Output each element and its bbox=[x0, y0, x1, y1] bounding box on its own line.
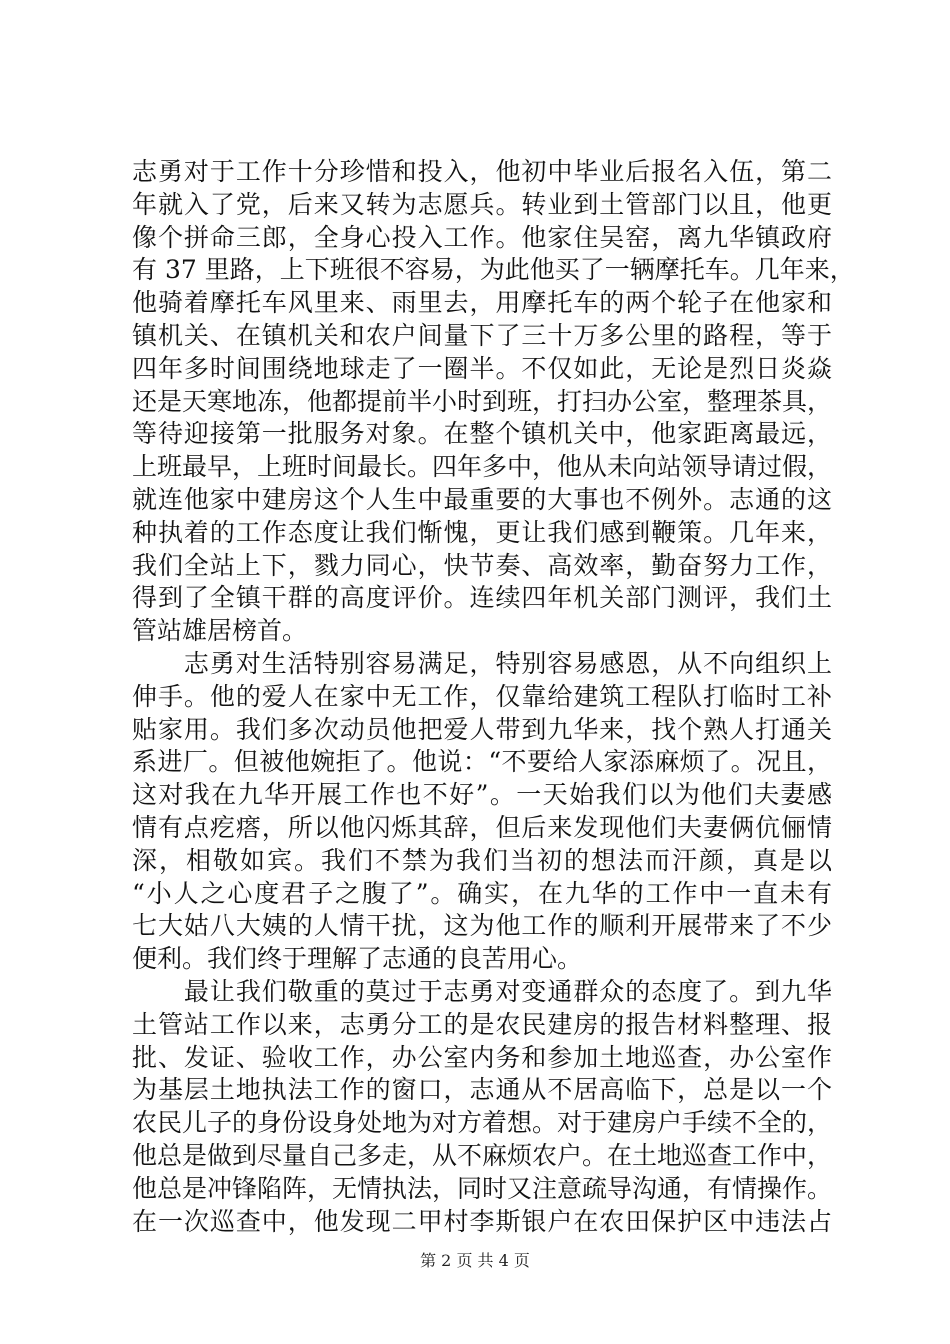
paragraph-1 bbox=[132, 156, 855, 648]
text-line: 志勇对生活特别容易满足，特别容易感恩，从不向组织上 bbox=[132, 648, 832, 678]
text-line: 种执着的工作态度让我们惭愧，更让我们感到鞭策。几年来， bbox=[132, 517, 832, 547]
text-line: 为基层土地执法工作的窗口，志通从不居高临下，总是以一个 bbox=[132, 1075, 832, 1105]
text-line: 便利。我们终于理解了志通的良苦用心。 bbox=[132, 944, 583, 974]
paragraph-3 bbox=[132, 976, 832, 1238]
text-line: 他总是冲锋陷阵，无情执法，同时又注意疏导沟通，有情操作。 bbox=[132, 1173, 833, 1203]
text-line: 我们全站上下，戮力同心，快节奏、高效率，勤奋努力工作， bbox=[132, 550, 832, 580]
text-line: 就连他家中建房这个人生中最重要的大事也不例外。志通的这 bbox=[132, 484, 832, 514]
text-line: 在一次巡查中，他发现二甲村李斯银户在农田保护区中违法占 bbox=[132, 1206, 832, 1236]
text-line: 贴家用。我们多次动员他把爱人带到九华来，找个熟人打通关 bbox=[132, 714, 832, 744]
text-line: 他骑着摩托车风里来、雨里去，用摩托车的两个轮子在他家和 bbox=[132, 288, 832, 318]
text-line: 等待迎接第一批服务对象。在整个镇机关中，他家距离最远， bbox=[132, 419, 832, 449]
text-line: 得到了全镇干群的高度评价。连续四年机关部门测评，我们土 bbox=[132, 583, 832, 613]
text-line: 管站雄居榜首。 bbox=[132, 616, 308, 646]
text-line: 镇机关、在镇机关和农户间量下了三十万多公里的路程，等于 bbox=[132, 320, 832, 350]
text-line: 情有点疙瘩，所以他闪烁其辞，但后来发现他们夫妻俩伉俪情 bbox=[132, 812, 832, 842]
paragraph-2 bbox=[132, 648, 832, 976]
text-line: 有 37 里路，上下班很不容易，为此他买了一辆摩托车。几年来， bbox=[132, 255, 855, 285]
text-line: “小人之心度君子之腹了”。确实，在九华的工作中一直未有 bbox=[132, 878, 832, 908]
text-line: 批、发证、验收工作，办公室内务和参加土地巡查，办公室作 bbox=[132, 1042, 832, 1072]
text-line: 上班最早，上班时间最长。四年多中，他从未向站领导请过假， bbox=[132, 452, 833, 482]
text-line: 志勇对于工作十分珍惜和投入，他初中毕业后报名入伍，第二 bbox=[132, 157, 832, 186]
text-line: 还是天寒地冻，他都提前半小时到班，打扫办公室，整理茶具， bbox=[132, 386, 833, 416]
text-line: 年就入了党，后来又转为志愿兵。转业到土管部门以且，他更 bbox=[132, 189, 832, 219]
body-text bbox=[132, 156, 855, 1238]
text-line: 他总是做到尽量自己多走，从不麻烦农户。在土地巡查工作中， bbox=[132, 1140, 833, 1170]
text-line: 系进厂。但被他婉拒了。他说：“不要给人家添麻烦了。况且， bbox=[132, 747, 832, 777]
text-line: 这对我在九华开展工作也不好”。一天始我们以为他们夫妻感 bbox=[132, 780, 832, 810]
text-line: 七大姑八大姨的人情干扰，这为他工作的顺利开展带来了不少 bbox=[132, 911, 832, 941]
text-line: 深，相敬如宾。我们不禁为我们当初的想法而汗颜，真是以 bbox=[132, 845, 832, 875]
text-line: 最让我们敬重的莫过于志勇对变通群众的态度了。到九华 bbox=[132, 976, 832, 1006]
text-line: 伸手。他的爱人在家中无工作，仅靠给建筑工程队打临时工补 bbox=[132, 681, 832, 711]
text-line: 像个拼命三郎，全身心投入工作。他家住吴窑，离九华镇政府 bbox=[132, 222, 832, 252]
page-number: 第 2 页 共 4 页 bbox=[420, 1251, 530, 1270]
text-line: 农民儿子的身份设身处地为对方着想。对于建房户手续不全的， bbox=[132, 1108, 833, 1138]
text-line: 四年多时间围绕地球走了一圈半。不仅如此，无论是烈日炎焱 bbox=[132, 353, 832, 383]
page-footer bbox=[0, 1248, 950, 1271]
text-line: 土管站工作以来，志勇分工的是农民建房的报告材料整理、报 bbox=[132, 1009, 832, 1039]
